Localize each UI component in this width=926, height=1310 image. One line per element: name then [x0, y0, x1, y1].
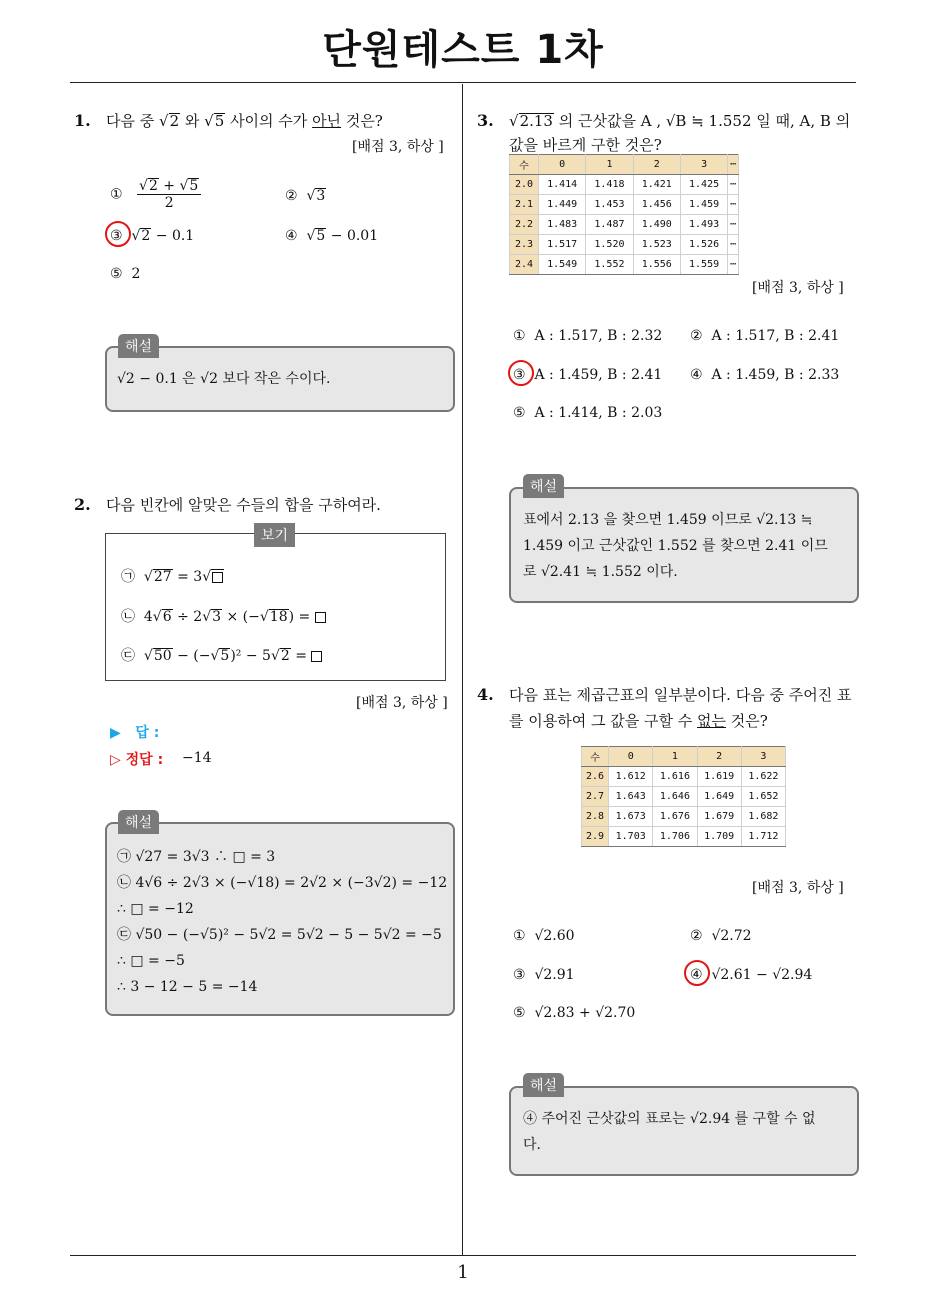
q4-choice-2[interactable]: ② √2.72 — [690, 928, 752, 944]
table-cell: 1.526 — [680, 235, 727, 255]
q2-explanation-box — [105, 822, 455, 1016]
table-cell: 1.646 — [653, 787, 697, 807]
table-cell: 1.616 — [653, 767, 697, 787]
table-cell: 2.9 — [582, 827, 609, 847]
q4-text-1: 다음 표는 제곱근표의 일부분이다. 다음 중 주어진 표 — [509, 686, 852, 704]
table-cell: 1.559 — [680, 255, 727, 275]
q4-number: 4. — [477, 685, 494, 704]
table-row — [582, 767, 786, 787]
table-cell: 2.7 — [582, 787, 609, 807]
q2-correct-label: ▷ 정답 : — [110, 752, 164, 768]
q1-choice-3[interactable]: ③ √2 − 0.1 — [110, 228, 195, 244]
q4-choice-4[interactable]: ④ √2.61 − √2.94 — [690, 967, 813, 983]
table-cell: 1.487 — [586, 215, 633, 235]
q2-text: 다음 빈칸에 알맞은 수들의 합을 구하여라. — [106, 496, 381, 514]
q1-text: 다음 중 √2 와 √5 사이의 수가 아닌 것은? — [106, 112, 383, 130]
table-cell: 1.682 — [741, 807, 785, 827]
table-cell: 1.676 — [653, 807, 697, 827]
q3-explanation-text: 표에서 2.13 을 찾으면 1.459 이므로 √2.13 ≒ 1.459 이고 근삿값인 1.552 를 찾으면 2.41 이므 로 √2.41 ≒ 1.552 이다. — [523, 512, 828, 580]
table-cell: 1.622 — [741, 767, 785, 787]
table-cell: 2.1 — [510, 195, 539, 215]
q3-choice-5[interactable]: ⑤ A : 1.414, B : 2.03 — [513, 405, 663, 421]
table-cell: 2.4 — [510, 255, 539, 275]
column-divider — [462, 84, 463, 1256]
table-cell: ⋯ — [728, 175, 739, 195]
q3-choice-3[interactable]: ③ A : 1.459, B : 2.41 — [513, 367, 663, 383]
table-cell: 1.612 — [609, 767, 653, 787]
table-cell: 2.3 — [510, 235, 539, 255]
q3-text-1: √2.13 의 근삿값을 A , √B ≒ 1.552 일 때, A, B 의 — [509, 112, 851, 130]
table-cell: 1.679 — [697, 807, 741, 827]
q3-table-header-row — [510, 155, 739, 175]
table-cell: 1.706 — [653, 827, 697, 847]
q3-explanation-label: 해설 — [523, 474, 564, 498]
q1-choice-4[interactable]: ④ √5 − 0.01 — [285, 228, 379, 244]
table-cell: 1.493 — [680, 215, 727, 235]
table-row — [582, 827, 786, 847]
table-cell: 1.517 — [538, 235, 585, 255]
table-cell: 1.456 — [633, 195, 680, 215]
table-cell: 1.425 — [680, 175, 727, 195]
q1-choice-5[interactable]: ⑤ 2 — [110, 266, 141, 282]
q4-choice-5[interactable]: ⑤ √2.83 + √2.70 — [513, 1005, 636, 1021]
table-cell: ⋯ — [728, 235, 739, 255]
table-row — [510, 195, 739, 215]
q1-explanation-text: √2 − 0.1 은 √2 보다 작은 수이다. — [117, 371, 331, 387]
table-cell: 1.459 — [680, 195, 727, 215]
table-cell: 1.643 — [609, 787, 653, 807]
q2-example-box — [105, 533, 446, 681]
table-cell: ⋯ — [728, 195, 739, 215]
table-cell: 2.8 — [582, 807, 609, 827]
table-cell: 1.652 — [741, 787, 785, 807]
table-cell: 1.556 — [633, 255, 680, 275]
table-row — [510, 235, 739, 255]
q3-sqrt-table — [509, 154, 739, 275]
table-cell: 2.0 — [510, 175, 539, 195]
q3-table-header-cell: 2 — [633, 155, 680, 175]
q4-table-header-cell: 0 — [609, 747, 653, 767]
q4-choice-3[interactable]: ③ √2.91 — [513, 967, 575, 983]
q1-choice-2[interactable]: ② √3 — [285, 188, 326, 204]
table-cell: 1.649 — [697, 787, 741, 807]
q3-table-header-cell: 0 — [538, 155, 585, 175]
q3-selected-mark — [508, 360, 534, 386]
table-cell: 1.549 — [538, 255, 585, 275]
table-cell: 1.712 — [741, 827, 785, 847]
table-cell: 1.619 — [697, 767, 741, 787]
q4-sqrt-table — [581, 746, 786, 847]
q3-table-header-cell: 1 — [586, 155, 633, 175]
q1-choice-1[interactable]: ① $\frac{√2 + √5}{2}$ — [110, 178, 201, 211]
q4-table-header-row — [582, 747, 786, 767]
q1-selected-mark — [105, 221, 131, 247]
q4-explanation-box — [509, 1086, 859, 1176]
table-cell: 1.421 — [633, 175, 680, 195]
table-cell: 2.2 — [510, 215, 539, 235]
table-cell: 1.520 — [586, 235, 633, 255]
q3-number: 3. — [477, 111, 494, 130]
q3-table-header-cell: 수 — [510, 155, 539, 175]
q4-table-header-cell: 1 — [653, 747, 697, 767]
q4-score: [배점 3, 하상 ] — [752, 880, 844, 896]
table-row — [510, 255, 739, 275]
q3-choice-2[interactable]: ② A : 1.517, B : 2.41 — [690, 328, 840, 344]
q2-score: [배점 3, 하상 ] — [356, 695, 448, 711]
q4-table-header-cell: 3 — [741, 747, 785, 767]
q2-number: 2. — [74, 495, 91, 514]
q3-choice-1[interactable]: ① A : 1.517, B : 2.32 — [513, 328, 663, 344]
table-row — [582, 787, 786, 807]
q4-table-header-cell: 2 — [697, 747, 741, 767]
q3-table-header-cell: ⋯ — [728, 155, 739, 175]
q1-score: [배점 3, 하상 ] — [352, 139, 444, 155]
table-cell: 1.709 — [697, 827, 741, 847]
table-cell: 1.418 — [586, 175, 633, 195]
q2-correct-value: −14 — [182, 750, 212, 766]
table-row — [582, 807, 786, 827]
q2-item-1: ㉠ √27 = 3√ — [121, 566, 224, 586]
q3-choice-4[interactable]: ④ A : 1.459, B : 2.33 — [690, 367, 840, 383]
q4-table-header-cell: 수 — [582, 747, 609, 767]
table-cell: 1.449 — [538, 195, 585, 215]
q1-explanation-label: 해설 — [118, 334, 159, 358]
bottom-rule — [70, 1255, 856, 1256]
q4-explanation-text: ④ 주어진 근삿값의 표로는 √2.94 를 구할 수 없 다. — [523, 1111, 816, 1153]
table-cell: 1.703 — [609, 827, 653, 847]
q4-text-2: 를 이용하여 그 값을 구할 수 없는 것은? — [509, 712, 768, 730]
q3-score: [배점 3, 하상 ] — [752, 280, 844, 296]
q1-number: 1. — [74, 111, 91, 130]
q2-explanation-label: 해설 — [118, 810, 159, 834]
q3-explanation-box — [509, 487, 859, 603]
table-row — [510, 215, 739, 235]
table-cell: 1.483 — [538, 215, 585, 235]
q2-example-label: 보기 — [254, 523, 295, 547]
top-rule — [70, 82, 856, 83]
table-cell: 1.453 — [586, 195, 633, 215]
page-title: 단원테스트 1차 — [322, 27, 604, 73]
q4-explanation-label: 해설 — [523, 1073, 564, 1097]
q4-selected-mark — [684, 960, 710, 986]
table-cell: ⋯ — [728, 255, 739, 275]
table-cell: 1.414 — [538, 175, 585, 195]
table-cell: 1.490 — [633, 215, 680, 235]
table-cell: 1.552 — [586, 255, 633, 275]
table-row — [510, 175, 739, 195]
table-cell: ⋯ — [728, 215, 739, 235]
table-cell: 2.6 — [582, 767, 609, 787]
table-cell: 1.523 — [633, 235, 680, 255]
q2-answer-label: ▶ 답 : — [110, 725, 160, 741]
q4-choice-1[interactable]: ① √2.60 — [513, 928, 575, 944]
q2-explanation-text: ㉠ √27 = 3√3 ∴ □ = 3 ㉡ 4√6 ÷ 2√3 × (−√18) = 2√2 × (−3√2) = −12 ∴ □ = −12 ㉢ √50 − (−√5)² − 5√2 = 5√2 − 5 − 5√2 = −5 ∴ □ = −5 ∴ 3 − 12 − 5 = −14 — [117, 849, 448, 995]
table-cell: 1.673 — [609, 807, 653, 827]
q3-text-2: 값을 바르게 구한 것은? — [509, 136, 662, 154]
page-number: 1 — [457, 1262, 469, 1283]
q2-item-2: ㉡ 4√6 ÷ 2√3 × (−√18) = — [121, 606, 326, 626]
q2-item-3: ㉢ √50 − (−√5)² − 5√2 = — [121, 645, 322, 665]
q3-table-header-cell: 3 — [680, 155, 727, 175]
